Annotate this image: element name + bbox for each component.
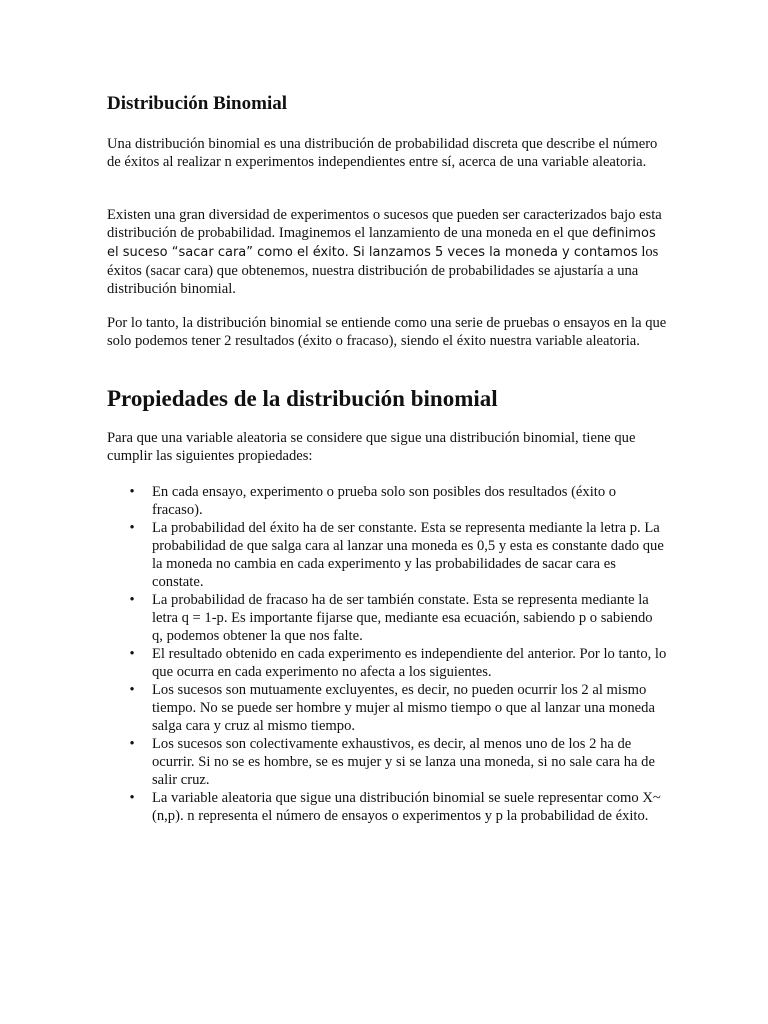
intro-paragraph: Una distribución binomial es una distribución de probabilidad discreta que describe el número de éxitos al realizar n experimentos independientes entre sí, acerca de una variable aleatoria. (107, 136, 658, 170)
list-item (107, 735, 667, 789)
properties-intro-paragraph: Para que una variable aleatoria se considere que sigue una distribución binomial, tiene que cumplir las siguientes propiedades: (107, 430, 636, 464)
list-item-text: Los sucesos son colectivamente exhaustivos, es decir, al menos uno de los 2 ha de ocurrir. Si no se es hombre, se es mujer y si se lanza una moneda, si no sale cara ha de salir cruz. (152, 736, 655, 788)
section-heading: Propiedades de la distribución binomial (107, 386, 498, 411)
list-item (107, 519, 667, 591)
bullet-icon: • (129, 484, 135, 500)
bullet-icon: • (129, 682, 135, 698)
page-title: Distribución Binomial (107, 93, 287, 114)
experiments-paragraph (107, 206, 667, 298)
list-item (107, 591, 667, 645)
list-item-text: La probabilidad de fracaso ha de ser también constate. Esta se representa mediante la letra q = 1-p. Es importante fijarse que, mediante esa ecuación, sabiendo p o sabiendo q, podemos obtener la que nos falte. (152, 592, 653, 644)
list-item-text: La probabilidad del éxito ha de ser constante. Esta se representa mediante la letra p. La probabilidad de que salga cara al lanzar una moneda es 0,5 y esta es constante dado que la moneda no cambia en cada experimento y las probabilidades de sacar cara es constate. (152, 520, 664, 590)
list-item (107, 645, 667, 681)
bullet-icon: • (129, 790, 135, 806)
list-item (107, 789, 667, 825)
conclusion-paragraph: Por lo tanto, la distribución binomial se entiende como una serie de pruebas o ensayos en la que solo podemos tener 2 resultados (éxito o fracaso), siendo el éxito nuestra variable aleatoria. (107, 315, 667, 349)
list-item-text: Los sucesos son mutuamente excluyentes, es decir, no pueden ocurrir los 2 al mismo tiempo. No se puede ser hombre y mujer al mismo tiempo o que al lanzar una moneda salga cara y cruz al mismo tiempo. (152, 682, 655, 734)
experiments-text-b: definimos el suceso “sacar cara” como el éxito. Si lanzamos 5 veces la moneda y contamos (107, 226, 656, 260)
list-item (107, 681, 667, 735)
bullet-icon: • (129, 520, 135, 536)
list-item-text: En cada ensayo, experimento o prueba solo son posibles dos resultados (éxito o fracaso). (152, 484, 617, 518)
bullet-icon: • (129, 646, 135, 662)
experiments-text-a: Existen una gran diversidad de experimentos o sucesos que pueden ser caracterizados bajo esta distribución de probabilidad. Imaginemos el lanzamiento de una moneda en el que (107, 207, 662, 241)
list-item-text: El resultado obtenido en cada experimento es independiente del anterior. Por lo tanto, lo que ocurra en cada experimento no afecta a los siguientes. (152, 646, 667, 680)
list-item-text: La variable aleatoria que sigue una distribución binomial se suele representar como X~(n,p). n representa el número de ensayos o experimentos y p la probabilidad de éxito. (152, 790, 661, 824)
properties-list (107, 483, 667, 825)
bullet-icon: • (129, 592, 135, 608)
bullet-icon: • (129, 736, 135, 752)
experiments-text-c: los éxitos (sacar cara) que obtenemos, nuestra distribución de probabilidades se ajustaría a una distribución binomial. (107, 244, 659, 297)
list-item (107, 483, 667, 519)
